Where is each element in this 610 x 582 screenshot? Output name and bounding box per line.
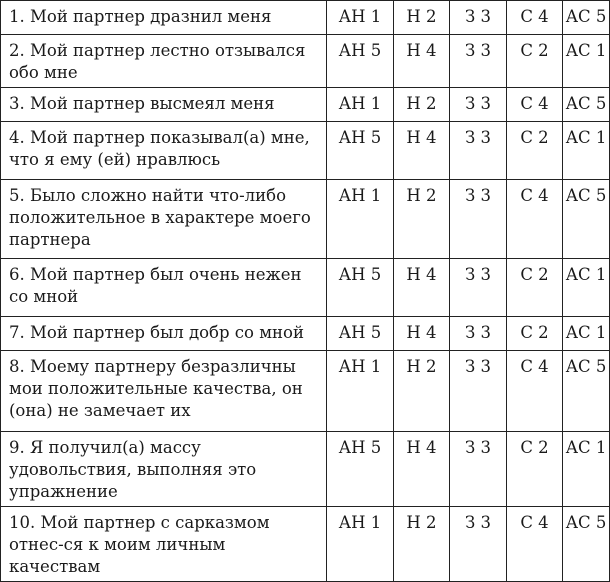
answer-option[interactable]: З 3	[450, 351, 507, 432]
answer-option[interactable]: АН 5	[327, 317, 394, 351]
answer-option[interactable]: Н 2	[394, 88, 450, 122]
answer-option[interactable]: АС 1	[563, 35, 610, 88]
answer-option[interactable]: С 4	[507, 180, 563, 259]
answer-option[interactable]: С 4	[507, 507, 563, 582]
answer-option[interactable]: АН 1	[327, 507, 394, 582]
question-row	[1, 1, 610, 35]
answer-option[interactable]: З 3	[450, 1, 507, 35]
question-row	[1, 317, 610, 351]
answer-option[interactable]: АН 1	[327, 351, 394, 432]
answer-option[interactable]: АС 5	[563, 180, 610, 259]
answer-option[interactable]: Н 2	[394, 351, 450, 432]
answer-option[interactable]: АН 1	[327, 88, 394, 122]
answer-option[interactable]: З 3	[450, 88, 507, 122]
answer-option[interactable]: АН 5	[327, 122, 394, 180]
question-row	[1, 351, 610, 432]
answer-option[interactable]: АС 1	[563, 122, 610, 180]
answer-option[interactable]: С 4	[507, 88, 563, 122]
answer-option[interactable]: АС 1	[563, 317, 610, 351]
question-statement: 3. Мой партнер высмеял меня	[1, 88, 327, 122]
question-statement: 5. Было сложно найти что-либо положительное в характере моего партнера	[1, 180, 327, 259]
answer-option[interactable]: АН 1	[327, 1, 394, 35]
answer-option[interactable]: Н 4	[394, 317, 450, 351]
answer-option[interactable]: З 3	[450, 507, 507, 582]
question-statement: 8. Моему партнеру безразличны мои положительные качества, он (она) не замечает их	[1, 351, 327, 432]
answer-option[interactable]: АН 5	[327, 432, 394, 507]
answer-option[interactable]: С 2	[507, 432, 563, 507]
answer-option[interactable]: З 3	[450, 259, 507, 317]
question-statement: 1. Мой партнер дразнил меня	[1, 1, 327, 35]
answer-option[interactable]: Н 2	[394, 1, 450, 35]
answer-option[interactable]: З 3	[450, 122, 507, 180]
answer-option[interactable]: С 4	[507, 351, 563, 432]
answer-option[interactable]: АС 1	[563, 259, 610, 317]
answer-option[interactable]: АС 5	[563, 507, 610, 582]
question-row	[1, 432, 610, 507]
question-statement: 4. Мой партнер показывал(а) мне, что я ему (ей) нравлюсь	[1, 122, 327, 180]
answer-option[interactable]: АН 5	[327, 35, 394, 88]
answer-option[interactable]: Н 4	[394, 432, 450, 507]
question-row	[1, 180, 610, 259]
question-statement: 2. Мой партнер лестно отзывался обо мне	[1, 35, 327, 88]
answer-option[interactable]: З 3	[450, 180, 507, 259]
question-statement: 9. Я получил(а) массу удовольствия, выполняя это упражнение	[1, 432, 327, 507]
question-row	[1, 88, 610, 122]
answer-option[interactable]: АС 5	[563, 351, 610, 432]
question-row	[1, 35, 610, 88]
answer-option[interactable]: Н 2	[394, 180, 450, 259]
answer-option[interactable]: С 2	[507, 259, 563, 317]
question-statement: 7. Мой партнер был добр со мной	[1, 317, 327, 351]
answer-option[interactable]: АС 1	[563, 432, 610, 507]
answer-option[interactable]: З 3	[450, 35, 507, 88]
answer-option[interactable]: С 2	[507, 35, 563, 88]
question-statement: 10. Мой партнер с сарказмом отнес-ся к моим личным качествам	[1, 507, 327, 582]
answer-option[interactable]: Н 4	[394, 35, 450, 88]
answer-option[interactable]: Н 4	[394, 122, 450, 180]
question-row	[1, 507, 610, 582]
answer-option[interactable]: АС 5	[563, 88, 610, 122]
answer-option[interactable]: АН 1	[327, 180, 394, 259]
question-row	[1, 122, 610, 180]
question-statement: 6. Мой партнер был очень нежен со мной	[1, 259, 327, 317]
answer-option[interactable]: Н 4	[394, 259, 450, 317]
answer-option[interactable]: АН 5	[327, 259, 394, 317]
question-row	[1, 259, 610, 317]
answer-option[interactable]: С 4	[507, 1, 563, 35]
answer-option[interactable]: С 2	[507, 122, 563, 180]
answer-option[interactable]: АС 5	[563, 1, 610, 35]
answer-option[interactable]: Н 2	[394, 507, 450, 582]
answer-option[interactable]: З 3	[450, 317, 507, 351]
answer-option[interactable]: С 2	[507, 317, 563, 351]
answer-option[interactable]: З 3	[450, 432, 507, 507]
